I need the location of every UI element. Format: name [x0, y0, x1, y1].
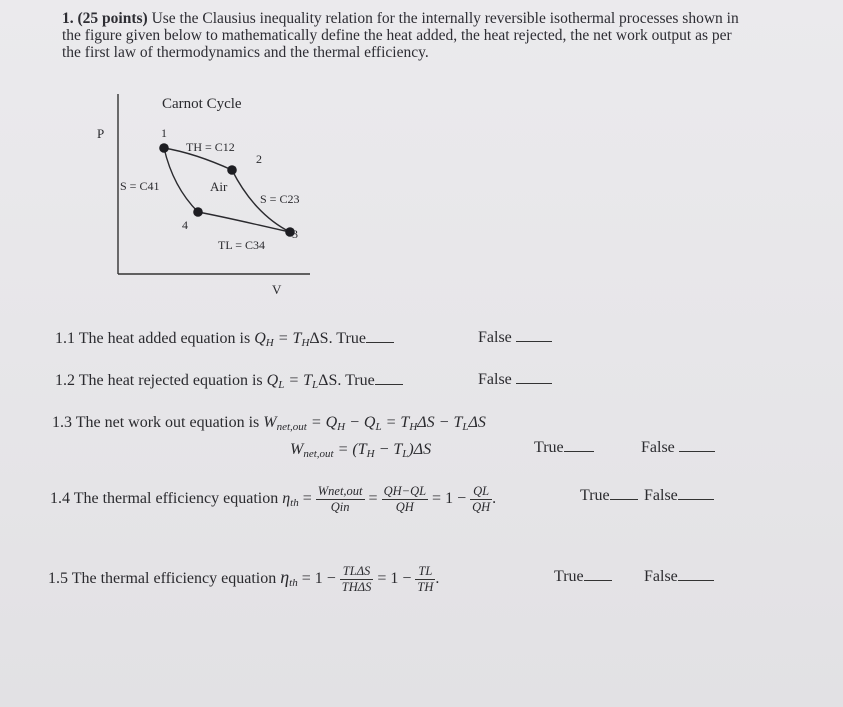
q5-false-blank[interactable] [678, 579, 714, 581]
q3-line1-w: W [263, 414, 277, 431]
y-axis-label: P [97, 126, 105, 141]
problem-statement [62, 10, 752, 61]
problem-text: Use the Clausius inequality relation for the internally reversible isothermal processes shown in the figure given below to mathematically define the heat added, the heat rejected, the net work output as per the first law of thermodynamics and the thermal efficiency. [62, 10, 739, 61]
q4-true-label: True [580, 487, 610, 504]
q5-fraction-1 [340, 564, 374, 595]
q5-true-label: True [554, 568, 584, 585]
q3-line2-w: W [290, 441, 304, 458]
q5-number: 1.5 [48, 570, 68, 588]
q4-number: 1.4 [50, 490, 70, 508]
q5-eta: η [280, 567, 290, 588]
q4-true-option [580, 487, 638, 505]
q1-false-label: False [478, 329, 512, 346]
q3-true-option [534, 439, 594, 457]
label-th-c12: TH = C12 [186, 140, 235, 154]
problem-number: 1. [62, 10, 74, 27]
q1-eq-sub: H [265, 337, 274, 349]
q5-one-minus: = 1 − [377, 570, 412, 588]
label-tl-c34: TL = C34 [218, 238, 265, 252]
q3-line2-rest: = (T [333, 441, 367, 458]
q5-false-label: False [644, 568, 678, 585]
problem-points: (25 points) [77, 10, 148, 27]
q2-eq-end: ΔS. [318, 372, 342, 389]
q4-f2-num: QH−QL [383, 484, 427, 498]
q4-false-label: False [644, 487, 678, 504]
q5-true-blank[interactable] [584, 579, 612, 581]
q1-eq: Q [254, 330, 266, 347]
carnot-pv-diagram [90, 88, 330, 303]
q1-eq-end: ΔS. [309, 330, 333, 347]
q2-false-option [478, 371, 552, 389]
q5-f1-num: TLΔS [340, 564, 374, 580]
q4-f1-den: Qin [330, 500, 350, 514]
q3-false-blank[interactable] [679, 450, 715, 452]
q3-line2-sub: net,out [303, 448, 334, 460]
q4-f2-den: QH [395, 500, 414, 514]
q4-f1-num: Wnet,out [317, 484, 363, 498]
q5-fraction-2 [415, 564, 435, 595]
question-1-3: 1.3 The net work out equation is $W_{net,out} = Q_H - Q_L = T_H\Delta S - T_L\Delta S$ [52, 414, 486, 433]
q2-eq-sub: L [278, 379, 285, 391]
question-1-2 [55, 372, 403, 391]
q4-f3-den: QH [472, 500, 491, 514]
q4-eta: η [282, 490, 291, 508]
q1-false-option [478, 329, 552, 347]
q5-lead: = 1 − [297, 570, 336, 588]
label-s-c41: S = C41 [120, 179, 160, 193]
q4-fraction-3 [470, 484, 492, 515]
q4-fraction-2 [382, 484, 428, 515]
q2-true-label: True [345, 372, 375, 389]
q5-f1-den: THΔS [341, 580, 372, 594]
diagram-title: Carnot Cycle [162, 96, 242, 112]
state-label-1: 1 [161, 126, 167, 140]
q2-number: 1.2 [55, 372, 75, 389]
state-label-4: 4 [182, 218, 188, 232]
q1-false-blank[interactable] [516, 340, 552, 342]
q2-false-blank[interactable] [516, 382, 552, 384]
q2-text: The heat rejected equation is [78, 372, 263, 389]
q5-eta-sub: th [289, 577, 298, 590]
q4-one-minus: = 1 − [432, 490, 467, 508]
state-label-2: 2 [256, 152, 262, 166]
q2-true-blank[interactable] [375, 383, 403, 385]
q5-text: The thermal efficiency equation [71, 570, 277, 588]
q5-true-option [554, 568, 612, 586]
q5-f2-num: TL [415, 564, 435, 580]
x-axis-label: V [272, 282, 282, 297]
state-label-3: 3 [292, 227, 298, 241]
q4-true-blank[interactable] [610, 498, 638, 500]
q4-eta-sub: th [290, 497, 299, 510]
q3-text: The net work out equation is [75, 414, 260, 431]
q1-true-blank[interactable] [366, 341, 394, 343]
q4-text: The thermal efficiency equation [73, 490, 279, 508]
question-1-4: 1.4 The thermal efficiency equation $\eta_{th}$ = $\frac{\text{Wnet,out}}{\text{Qin}}$ = $\frac{QH-QL}{QH}$ = 1 − $\frac{QL}{QH}$ . [50, 484, 497, 514]
state-point-1 [159, 143, 169, 153]
q1-eq-sub2: H [301, 337, 310, 349]
q3-true-label: True [534, 439, 564, 456]
label-s-c23: S = C23 [260, 192, 300, 206]
q1-text: The heat added equation is [78, 330, 251, 347]
q1-eq-rest: = T [273, 330, 302, 347]
q2-eq: Q [266, 372, 279, 389]
isotherm-tl-curve [198, 212, 290, 232]
q3-line1-rest: = Q [306, 414, 338, 431]
adiabat-s41-curve [164, 148, 198, 212]
q4-false-blank[interactable] [678, 498, 714, 500]
q2-eq-sub2: L [312, 379, 319, 391]
state-point-4 [193, 207, 203, 217]
state-point-2 [227, 165, 237, 175]
q3-true-blank[interactable] [564, 450, 594, 452]
q5-f2-den: TH [417, 580, 434, 594]
q4-false-option [644, 487, 714, 505]
q3-number: 1.3 [52, 414, 72, 431]
q4-f3-num: QL [470, 484, 492, 500]
q2-eq-rest: = T [284, 372, 313, 389]
q3-false-label: False [641, 439, 675, 456]
q3-false-option [641, 439, 715, 457]
question-1-1 [55, 330, 394, 349]
q3-line2: $W_{net,out} = (T_H - T_L)\Delta S$ [290, 441, 432, 460]
q1-number: 1.1 [55, 330, 75, 347]
q5-false-option [644, 568, 714, 586]
label-air: Air [210, 179, 228, 194]
q4-fraction-1 [316, 484, 365, 515]
q3-line1-sub: net,out [276, 421, 307, 433]
q1-true-label: True [336, 330, 366, 347]
q2-false-label: False [478, 371, 512, 388]
question-1-5: 1.5 The thermal efficiency equation $\eta_{th} = 1$ − $\frac{\text{TLΔS}}{\text{THΔS}}$ = 1 − $\frac{TL}{TH}$ . [48, 564, 440, 594]
